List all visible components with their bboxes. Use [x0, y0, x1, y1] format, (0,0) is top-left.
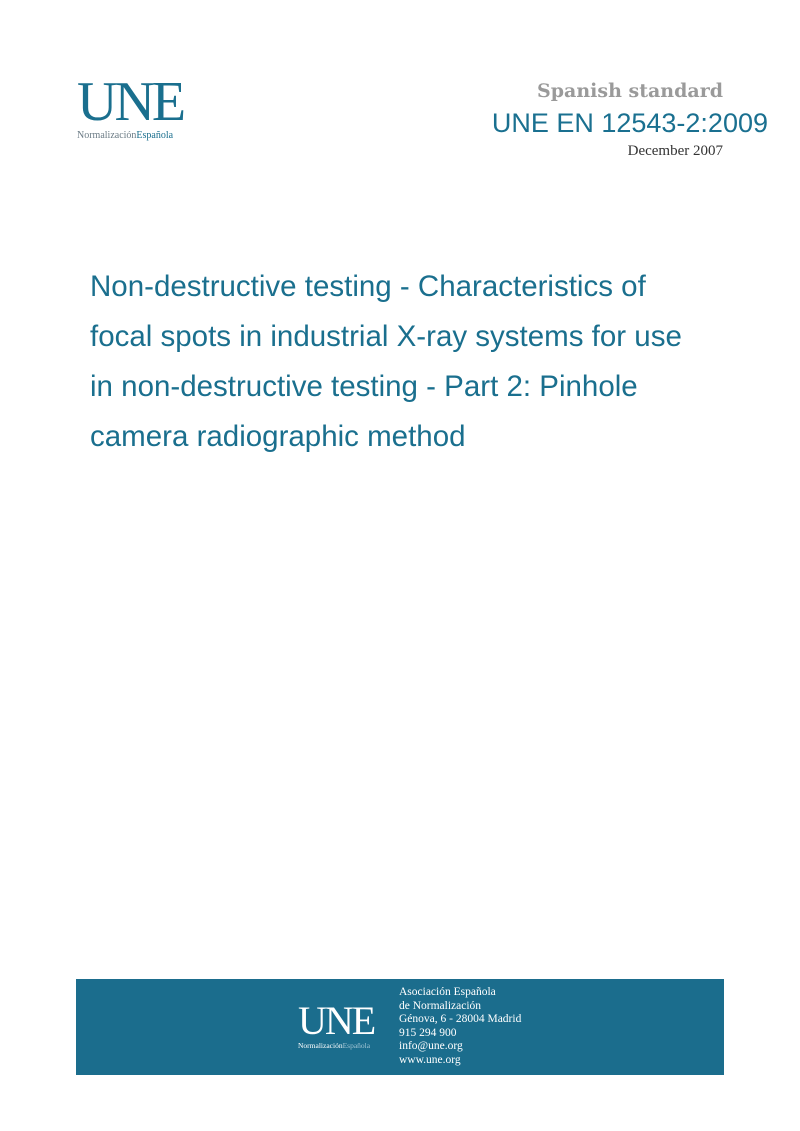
footer-street: Génova, 6 - 28004 Madrid	[399, 1013, 522, 1026]
footer-logo-subtitle	[298, 1041, 374, 1050]
footer-address	[399, 986, 521, 1068]
footer-org-line-2: de Normalización	[399, 999, 482, 1012]
footer-phone: 915 294 900	[399, 1026, 457, 1039]
une-logo-mark: UNE	[77, 71, 184, 133]
document-title: Non-destructive testing - Characteristics of focal spots in industrial X-ray systems for use in non-destructive testing - Part 2: Pinhole camera radiographic method	[90, 270, 682, 453]
footer-email: info@une.org	[399, 1040, 463, 1053]
une-logo-subtitle-a: Normalización	[77, 130, 137, 141]
footer-logo-mark: UNE	[298, 998, 375, 1043]
une-logo	[77, 71, 197, 141]
footer-org-line-1: Asociación Española	[399, 986, 496, 998]
footer-logo-subtitle-a: Normalización	[298, 1041, 343, 1050]
footer-une-logo	[298, 998, 375, 1050]
standard-type: Spanish standard	[537, 80, 723, 102]
standard-code: UNE EN 12543-2:2009	[491, 108, 768, 138]
standard-date: December 2007	[627, 143, 723, 159]
footer-website: www.une.org	[399, 1053, 461, 1066]
footer-banner	[76, 979, 724, 1075]
footer-logo-subtitle-b: Española	[342, 1041, 371, 1050]
une-logo-subtitle-b: Española	[136, 130, 174, 141]
